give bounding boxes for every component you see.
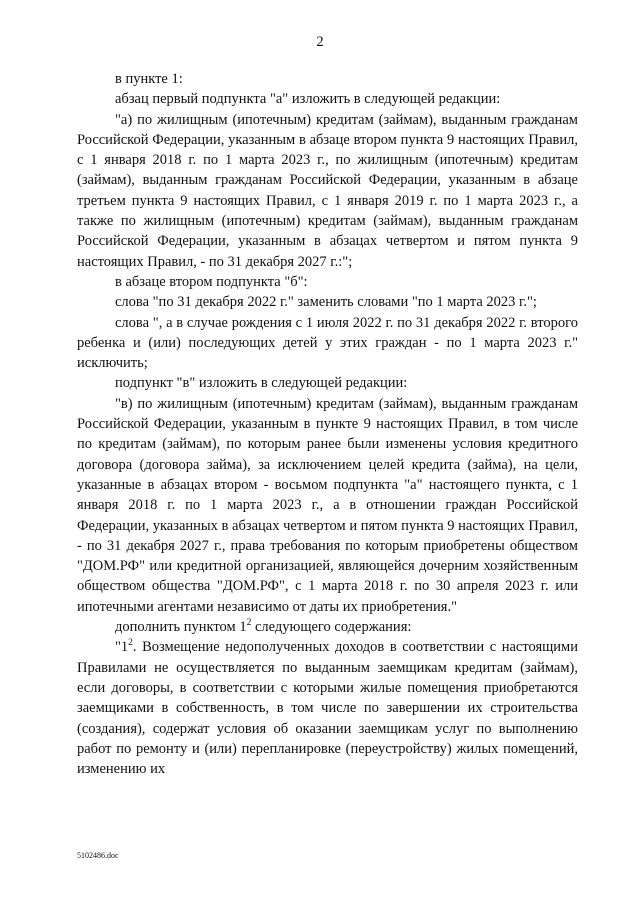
paragraph-subitem-a-text: "а) по жилищным (ипотечным) кредитам (займам), выданным гражданам Российской Федерации, указанным в абзаце втором пункта 9 настоящих Правил, с 1 января 2018 г. по 1 марта 2023 г., по жилищным (ипотечным) кредитам (займам), выданным гражданам Российской Федерации, указанным в абзаце третьем пункта 9 настоящих Правил, с 1 января 2019 г. по 1 марта 2023 г., а также по жилищным (ипотечным) кредитам (займам), выданным гражданам Российской Федерации, указанным в абзацах четвертом и пятом пункта 9 настоящих Правил, - по 31 декабря 2027 г.:"; bbox=[77, 111, 578, 270]
paragraph-exclude-words: слова ", а в случае рождения с 1 июля 2022 г. по 31 декабря 2022 г. второго ребенка и (или) последующих детей у этих граждан - по 1 марта 2023 г." исключить; bbox=[77, 314, 578, 372]
add-item-text-start: дополнить пунктом 1 bbox=[115, 619, 247, 636]
document-body bbox=[77, 69, 578, 779]
paragraph-item-1-2 bbox=[77, 637, 578, 779]
add-item-text-end: следующего содержания: bbox=[251, 619, 412, 636]
item-1-2-number: "1 bbox=[115, 639, 129, 656]
paragraph-subitem-b-intro: в абзаце втором подпункта "б": bbox=[115, 273, 308, 290]
page-number: 2 bbox=[316, 34, 324, 50]
paragraph-add-item bbox=[77, 617, 578, 637]
paragraph-item-1: в пункте 1: bbox=[115, 71, 183, 87]
paragraph-subitem-v-text: "в) по жилищным (ипотечным) кредитам (займам), выданным гражданам Российской Федерации, указанным в пункте 9 настоящих Правил, в том числе по кредитам (займам), по которым ранее были изменены условия кредитного договора (договора займа), за исключением целей кредита (займа), на цели, указанные в абзацах втором - восьмом подпункта "а" настоящего пункта, с 1 января 2018 г. по 1 марта 2023 г., а в отношении граждан Российской Федерации, указанных в абзацах четвертом и пятом пункта 9 настоящих Правил, - по 31 декабря 2027 г., права требования по которым приобретены обществом "ДОМ.РФ" или кредитной организацией, являющейся дочерним хозяйственным обществом общества "ДОМ.РФ", с 1 марта 2018 г. по 30 апреля 2023 г. или ипотечными агентами независимо от даты их приобретения." bbox=[77, 395, 578, 615]
paragraph-replace-words: слова "по 31 декабря 2022 г." заменить словами "по 1 марта 2023 г."; bbox=[115, 294, 537, 311]
document-id: 5102486.doc bbox=[77, 851, 119, 860]
paragraph-subitem-v-intro: подпункт "в" изложить в следующей редакции: bbox=[115, 375, 408, 392]
item-1-2-superscript: 2 bbox=[128, 638, 133, 649]
add-item-superscript: 2 bbox=[246, 618, 252, 629]
item-1-2-text: . Возмещение недополученных доходов в соответствии с настоящими Правилами не осуществляется по выданным заемщикам кредитам (займам), если договоры, в соответствии с которыми жилые помещения приобретаются заемщиками в собственность, в том числе по завершении их строительства (создания), содержат условия об оказании заемщикам услуг по выполнению работ по ремонту и (или) перепланировке (переустройству) жилых помещений, изменению их bbox=[77, 639, 578, 778]
paragraph-subitem-a-intro: абзац первый подпункта "а" изложить в следующей редакции: bbox=[115, 91, 501, 108]
